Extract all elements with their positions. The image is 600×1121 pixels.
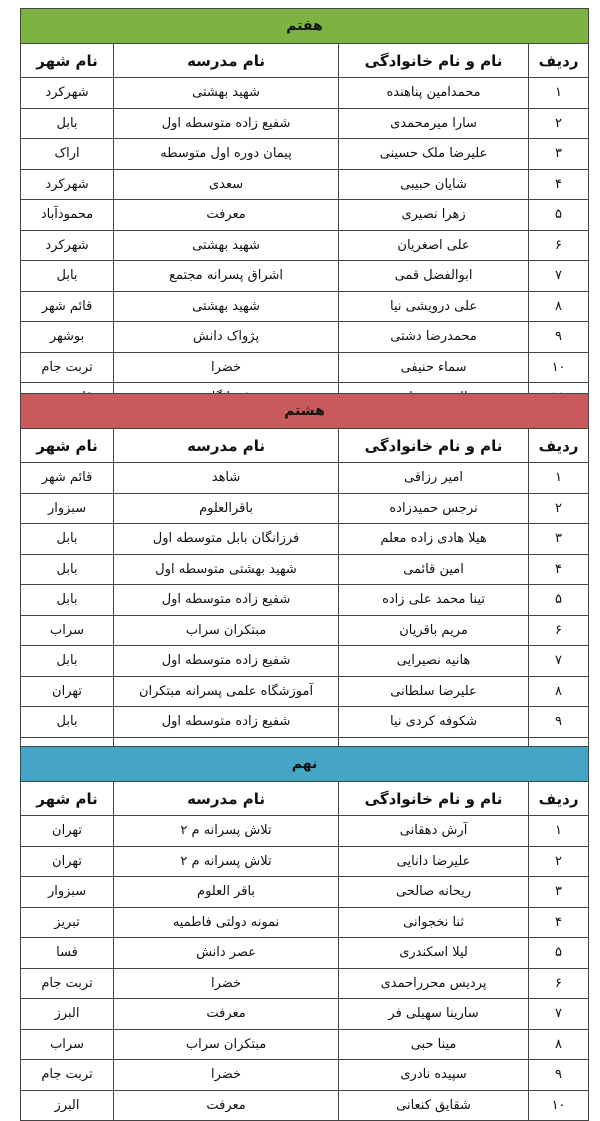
row-number-cell: ۵ [529,200,589,231]
city-name-cell: تربت جام [21,968,114,999]
row-number-cell: ۶ [529,615,589,646]
student-name-cell: پردیس محرراحمدی [339,968,529,999]
student-name-cell: سماء حنیفی [339,352,529,383]
student-name-cell: هانیه نصیرایی [339,646,529,677]
table-row [21,322,589,353]
city-name-cell: البرز [21,999,114,1030]
row-number-cell: ۸ [529,676,589,707]
student-name-cell: ابوالفضل قمی [339,261,529,292]
table-row [21,676,589,707]
student-name-cell: علی درویشی نیا [339,291,529,322]
city-name-cell: تربت جام [21,1060,114,1091]
table-row [21,585,589,616]
student-name-cell: نرجس حمیدزاده [339,493,529,524]
header-row-number: ردیف [529,44,589,78]
row-number-cell: ۹ [529,322,589,353]
row-number-cell: ۵ [529,938,589,969]
table-row [21,907,589,938]
city-name-cell: تهران [21,846,114,877]
header-full-name: نام و نام خانوادگی [339,782,529,816]
school-name-cell: تلاش پسرانه م ۲ [114,816,339,847]
row-number-cell: ۱ [529,816,589,847]
results-table [20,393,589,768]
school-name-cell: شهید بهشتی [114,291,339,322]
table-row [21,615,589,646]
table-row [21,938,589,969]
table-row [21,291,589,322]
school-name-cell: شهید بهشتی [114,230,339,261]
table-row [21,1090,589,1121]
city-name-cell: اراک [21,139,114,170]
city-name-cell: سبزوار [21,493,114,524]
row-number-cell: ۹ [529,707,589,738]
row-number-cell: ۳ [529,524,589,555]
student-name-cell: علیرضا دانایی [339,846,529,877]
city-name-cell: بابل [21,707,114,738]
city-name-cell: شهرکرد [21,78,114,109]
grade-title-row [21,747,589,782]
table-row [21,816,589,847]
city-name-cell: بابل [21,554,114,585]
table-row [21,230,589,261]
header-city-name: نام شهر [21,44,114,78]
student-name-cell: علی اصغریان [339,230,529,261]
school-name-cell: پژواک دانش [114,322,339,353]
row-number-cell: ۶ [529,968,589,999]
table-row [21,1029,589,1060]
row-number-cell: ۷ [529,646,589,677]
student-name-cell: سارینا سهیلی فر [339,999,529,1030]
school-name-cell: تلاش پسرانه م ۲ [114,846,339,877]
school-name-cell: شفیع زاده متوسطه اول [114,585,339,616]
row-number-cell: ۶ [529,230,589,261]
student-name-cell: علیرضا سلطانی [339,676,529,707]
table-row [21,846,589,877]
student-name-cell: سارا میرمحمدی [339,108,529,139]
grade-title-row [21,394,589,429]
row-number-cell: ۱ [529,463,589,494]
grade-9-table [20,746,588,1121]
city-name-cell: بابل [21,646,114,677]
header-full-name: نام و نام خانوادگی [339,44,529,78]
school-name-cell: شهید بهشتی [114,78,339,109]
header-city-name: نام شهر [21,782,114,816]
table-row [21,877,589,908]
grade-8-table [20,393,588,768]
row-number-cell: ۹ [529,1060,589,1091]
city-name-cell: بابل [21,108,114,139]
school-name-cell: خضرا [114,1060,339,1091]
row-number-cell: ۱ [529,78,589,109]
school-name-cell: نمونه دولتی فاطمیه [114,907,339,938]
student-name-cell: مریم باقریان [339,615,529,646]
school-name-cell: شهید بهشتی متوسطه اول [114,554,339,585]
city-name-cell: سبزوار [21,877,114,908]
table-row [21,524,589,555]
school-name-cell: شفیع زاده متوسطه اول [114,646,339,677]
city-name-cell: البرز [21,1090,114,1121]
table-row [21,999,589,1030]
school-name-cell: شفیع زاده متوسطه اول [114,707,339,738]
row-number-cell: ۸ [529,1029,589,1060]
school-name-cell: معرفت [114,200,339,231]
school-name-cell: مبتکران سراب [114,615,339,646]
city-name-cell: سراب [21,1029,114,1060]
city-name-cell: شهرکرد [21,169,114,200]
row-number-cell: ۲ [529,493,589,524]
school-name-cell: خضرا [114,968,339,999]
city-name-cell: بابل [21,261,114,292]
student-name-cell: تینا محمد علی زاده [339,585,529,616]
city-name-cell: قائم شهر [21,291,114,322]
student-name-cell: علیرضا ملک حسینی [339,139,529,170]
city-name-cell: فسا [21,938,114,969]
row-number-cell: ۳ [529,877,589,908]
city-name-cell: بوشهر [21,322,114,353]
header-row [21,44,589,78]
city-name-cell: تهران [21,676,114,707]
city-name-cell: شهرکرد [21,230,114,261]
table-row [21,646,589,677]
row-number-cell: ۷ [529,261,589,292]
school-name-cell: خضرا [114,352,339,383]
results-table [20,8,589,414]
school-name-cell: آموزشگاه علمی پسرانه مبتکران [114,676,339,707]
table-row [21,968,589,999]
student-name-cell: سپیده نادری [339,1060,529,1091]
student-name-cell: هیلا هادی زاده معلم [339,524,529,555]
school-name-cell: معرفت [114,1090,339,1121]
row-number-cell: ۴ [529,169,589,200]
header-row [21,429,589,463]
city-name-cell: سراب [21,615,114,646]
student-name-cell: مینا حبی [339,1029,529,1060]
header-school-name: نام مدرسه [114,782,339,816]
header-row-number: ردیف [529,782,589,816]
school-name-cell: شاهد [114,463,339,494]
student-name-cell: محمدامین پناهنده [339,78,529,109]
row-number-cell: ۲ [529,846,589,877]
grade-title: نهم [21,747,589,782]
student-name-cell: آرش دهقانی [339,816,529,847]
school-name-cell: باقرالعلوم [114,493,339,524]
table-row [21,707,589,738]
grade-title: هشتم [21,394,589,429]
school-name-cell: فرزانگان بابل متوسطه اول [114,524,339,555]
student-name-cell: ثنا نخجوانی [339,907,529,938]
school-name-cell: عصر دانش [114,938,339,969]
grade-title: هفتم [21,9,589,44]
table-row [21,352,589,383]
table-row [21,200,589,231]
header-school-name: نام مدرسه [114,44,339,78]
city-name-cell: محمودآباد [21,200,114,231]
student-name-cell: شقایق کنعانی [339,1090,529,1121]
header-row-number: ردیف [529,429,589,463]
city-name-cell: قائم شهر [21,463,114,494]
student-name-cell: ریحانه صالحی [339,877,529,908]
row-number-cell: ۷ [529,999,589,1030]
city-name-cell: بابل [21,524,114,555]
school-name-cell: اشراق پسرانه مجتمع [114,261,339,292]
table-row [21,78,589,109]
student-name-cell: امین قائمی [339,554,529,585]
city-name-cell: تبریز [21,907,114,938]
table-row [21,108,589,139]
city-name-cell: تربت جام [21,352,114,383]
grade-title-row [21,9,589,44]
table-row [21,139,589,170]
row-number-cell: ۲ [529,108,589,139]
student-name-cell: شایان حبیبی [339,169,529,200]
student-name-cell: شکوفه کردی نیا [339,707,529,738]
student-name-cell: محمدرضا دشتی [339,322,529,353]
table-row [21,463,589,494]
table-row [21,1060,589,1091]
grade-7-table [20,8,588,414]
school-name-cell: مبتکران سراب [114,1029,339,1060]
table-row [21,493,589,524]
student-name-cell: امیر رزاقی [339,463,529,494]
table-row [21,261,589,292]
city-name-cell: تهران [21,816,114,847]
row-number-cell: ۱۰ [529,1090,589,1121]
row-number-cell: ۴ [529,554,589,585]
student-name-cell: لیلا اسکندری [339,938,529,969]
header-city-name: نام شهر [21,429,114,463]
header-school-name: نام مدرسه [114,429,339,463]
school-name-cell: شفیع زاده متوسطه اول [114,108,339,139]
row-number-cell: ۴ [529,907,589,938]
school-name-cell: پیمان دوره اول متوسطه [114,139,339,170]
row-number-cell: ۸ [529,291,589,322]
header-row [21,782,589,816]
row-number-cell: ۳ [529,139,589,170]
header-full-name: نام و نام خانوادگی [339,429,529,463]
row-number-cell: ۵ [529,585,589,616]
student-name-cell: زهرا نصیری [339,200,529,231]
results-table [20,746,589,1121]
table-row [21,554,589,585]
school-name-cell: معرفت [114,999,339,1030]
table-row [21,169,589,200]
school-name-cell: باقر العلوم [114,877,339,908]
city-name-cell: بابل [21,585,114,616]
row-number-cell: ۱۰ [529,352,589,383]
school-name-cell: سعدی [114,169,339,200]
